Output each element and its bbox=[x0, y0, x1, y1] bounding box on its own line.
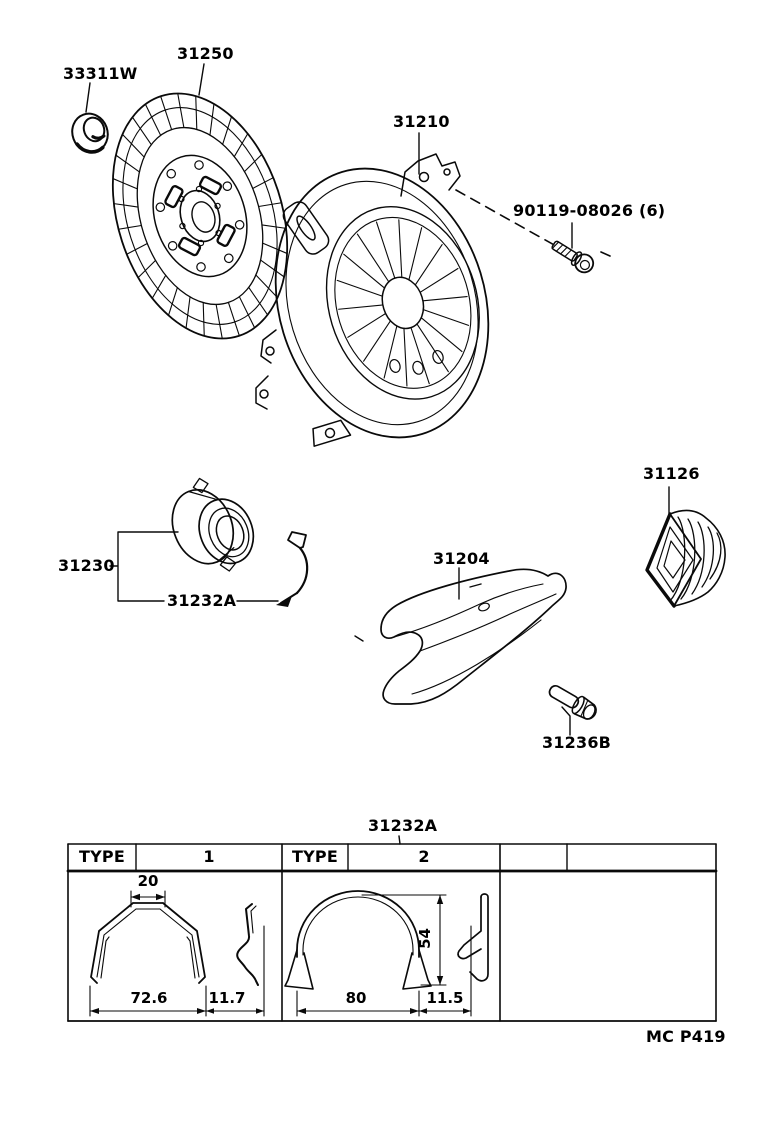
leader-33311W bbox=[86, 83, 90, 112]
dim-t1-top: 20 bbox=[137, 872, 159, 890]
label-pilot-bearing: 33311W bbox=[63, 64, 138, 83]
clutch-disc-drawing bbox=[83, 71, 317, 361]
leader-31236B bbox=[562, 707, 570, 735]
dim-t2-width: 80 bbox=[345, 989, 367, 1007]
pivot-bolt-drawing bbox=[546, 681, 600, 723]
label-release-fork: 31204 bbox=[433, 549, 490, 568]
label-release-bearing: 31230 bbox=[58, 556, 115, 575]
dim-t2-height: 54 bbox=[416, 928, 434, 949]
dim-t1-width: 72.6 bbox=[130, 989, 168, 1007]
table-type1-value: 1 bbox=[203, 847, 215, 866]
label-cover-bolt: 90119-08026 (6) bbox=[513, 201, 666, 220]
pilot-bearing-drawing bbox=[67, 109, 113, 158]
table-type2-header: TYPE bbox=[292, 847, 338, 866]
leader-31250 bbox=[199, 64, 204, 95]
type2-side-clip-drawing bbox=[458, 894, 488, 981]
label-boot: 31126 bbox=[643, 464, 700, 483]
release-bearing-drawing bbox=[159, 467, 265, 585]
label-clutch-cover: 31210 bbox=[393, 112, 450, 131]
type1-side-clip-drawing bbox=[237, 904, 258, 985]
table-type1-header: TYPE bbox=[79, 847, 125, 866]
label-pivot-bolt: 31236B bbox=[542, 733, 612, 752]
dashed-leader-bolt-tail bbox=[601, 252, 610, 256]
table-type2-value: 2 bbox=[418, 847, 430, 866]
page-code: MC P419 bbox=[646, 1027, 726, 1046]
boot-drawing bbox=[647, 511, 725, 606]
label-bearing-clip: 31232A bbox=[167, 591, 237, 610]
cover-bolt-drawing bbox=[549, 237, 597, 276]
leader-lines bbox=[86, 64, 669, 844]
type2-clip-drawing bbox=[285, 891, 431, 989]
type1-clip-drawing bbox=[91, 903, 205, 983]
release-fork-drawing bbox=[355, 569, 566, 704]
clutch-cover-drawing bbox=[243, 142, 520, 464]
label-clutch-disc: 31250 bbox=[177, 44, 234, 63]
dim-t1-side: 11.7 bbox=[208, 989, 246, 1007]
dim-t2-side: 11.5 bbox=[426, 989, 464, 1007]
label-clip-table-title: 31232A bbox=[368, 816, 438, 835]
tick-31232A-table bbox=[399, 836, 400, 844]
bearing-clip-drawing bbox=[276, 532, 307, 607]
